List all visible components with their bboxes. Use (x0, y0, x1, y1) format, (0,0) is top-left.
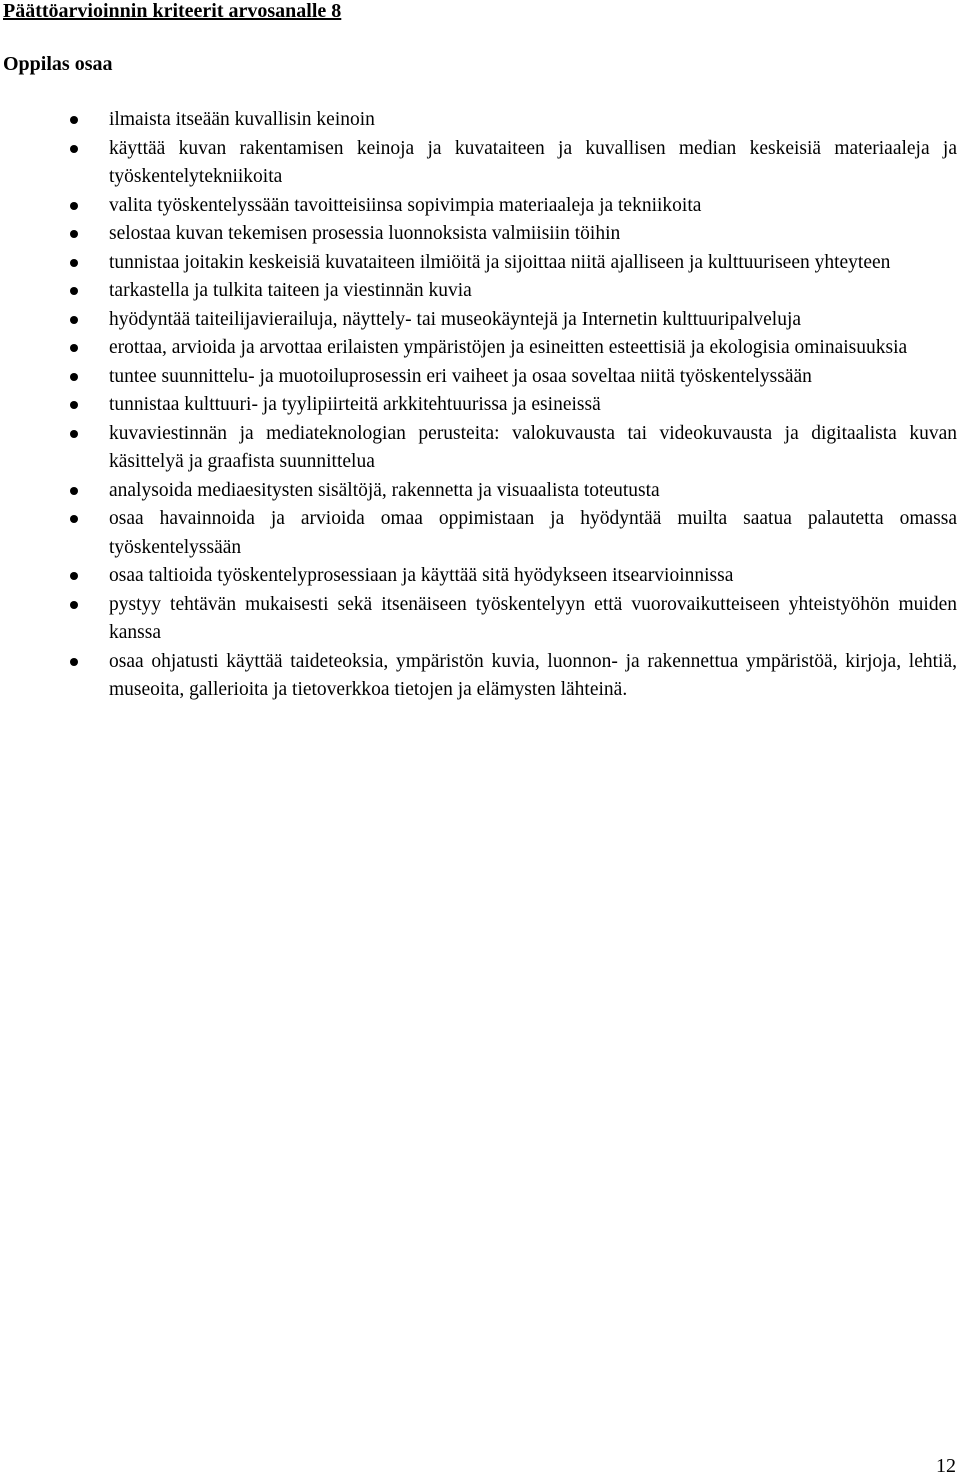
list-item-text: selostaa kuvan tekemisen prosessia luonnoksista valmiisiin töihin (109, 223, 621, 244)
list-item-text: osaa taltioida työskentelyprosessiaan ja käyttää sitä hyödykseen itsearvioinnissa (109, 565, 734, 586)
bullet-icon (70, 344, 78, 352)
section-heading: Oppilas osaa (3, 53, 113, 75)
list-item-text: kuvaviestinnän ja mediateknologian perusteita: valokuvausta tai videokuvausta ja digitaalista kuvan käsittelyä ja graafista suunnittelua (109, 422, 957, 472)
list-item-text: tunnistaa kulttuuri- ja tyylipiirteitä arkkitehtuurissa ja esineissä (109, 394, 601, 415)
criteria-list (0, 106, 960, 705)
list-item-text: valita työskentelyssään tavoitteisiinsa sopivimpia materiaaleja ja tekniikoita (109, 194, 702, 216)
bullet-icon (70, 116, 78, 124)
bullet-icon (70, 287, 78, 295)
list-item-text: ilmaista itseään kuvallisin keinoin (109, 109, 375, 130)
list-item-text: erottaa, arvioida ja arvottaa erilaisten ympäristöjen ja esineitten esteettisiä ja ekologisia ominaisuuksia (109, 337, 908, 358)
bullet-icon (70, 145, 78, 153)
bullet-icon (70, 515, 78, 523)
page-title: Päättöarvioinnin kriteerit arvosanalle 8 (3, 0, 342, 22)
list-item-text: pystyy tehtävän mukaisesti sekä itsenäiseen työskentelyyn että vuorovaikutteiseen yhteistyöhön muiden kanssa (109, 593, 957, 643)
bullet-icon (70, 430, 78, 438)
list-item (0, 591, 960, 648)
list-item-text: osaa havainnoida ja arvioida omaa oppimistaan ja hyödyntää muilta saatua palautetta omassa työskentelyssään (109, 508, 957, 558)
bullet-icon (70, 658, 78, 666)
list-item (0, 363, 960, 392)
bullet-icon (70, 316, 78, 324)
list-item (0, 648, 960, 705)
list-item (0, 562, 960, 591)
bullet-icon (70, 572, 78, 580)
bullet-icon (70, 401, 78, 409)
list-item-text: tarkastella ja tulkita taiteen ja viestinnän kuvia (109, 280, 472, 301)
list-item-text: tunnistaa joitakin keskeisiä kuvataiteen ilmiöitä ja sijoittaa niitä ajalliseen ja kulttuuriseen yhteyteen (109, 251, 891, 273)
list-item (0, 277, 960, 306)
list-item-text: hyödyntää taiteilijavierailuja, näyttely- tai museokäyntejä ja Internetin kulttuuripalveluja (109, 308, 802, 330)
list-item (0, 391, 960, 420)
list-item (0, 192, 960, 221)
page-number: 12 (936, 1455, 956, 1477)
list-item (0, 106, 960, 135)
bullet-icon (70, 202, 78, 210)
list-item (0, 220, 960, 249)
list-item (0, 505, 960, 562)
list-item (0, 420, 960, 477)
bullet-icon (70, 373, 78, 381)
list-item (0, 249, 960, 278)
list-item (0, 477, 960, 506)
list-item (0, 306, 960, 335)
bullet-icon (70, 230, 78, 238)
list-item (0, 334, 960, 363)
bullet-icon (70, 487, 78, 495)
bullet-icon (70, 259, 78, 267)
list-item-text: osaa ohjatusti käyttää taideteoksia, ympäristön kuvia, luonnon- ja rakennettua ympäristöä, kirjoja, lehtiä, museoita, gallerioita ja tietoverkkoa tietojen ja elämysten lähteinä. (109, 650, 957, 700)
list-item (0, 135, 960, 192)
list-item-text: analysoida mediaesitysten sisältöjä, rakennetta ja visuaalista toteutusta (109, 479, 660, 501)
list-item-text: tuntee suunnittelu- ja muotoiluprosessin eri vaiheet ja osaa soveltaa niitä työskentelyssään (109, 365, 812, 387)
list-item-text: käyttää kuvan rakentamisen keinoja ja kuvataiteen ja kuvallisen median keskeisiä materiaaleja ja työskentelytekniikoita (109, 137, 957, 187)
bullet-icon (70, 601, 78, 609)
